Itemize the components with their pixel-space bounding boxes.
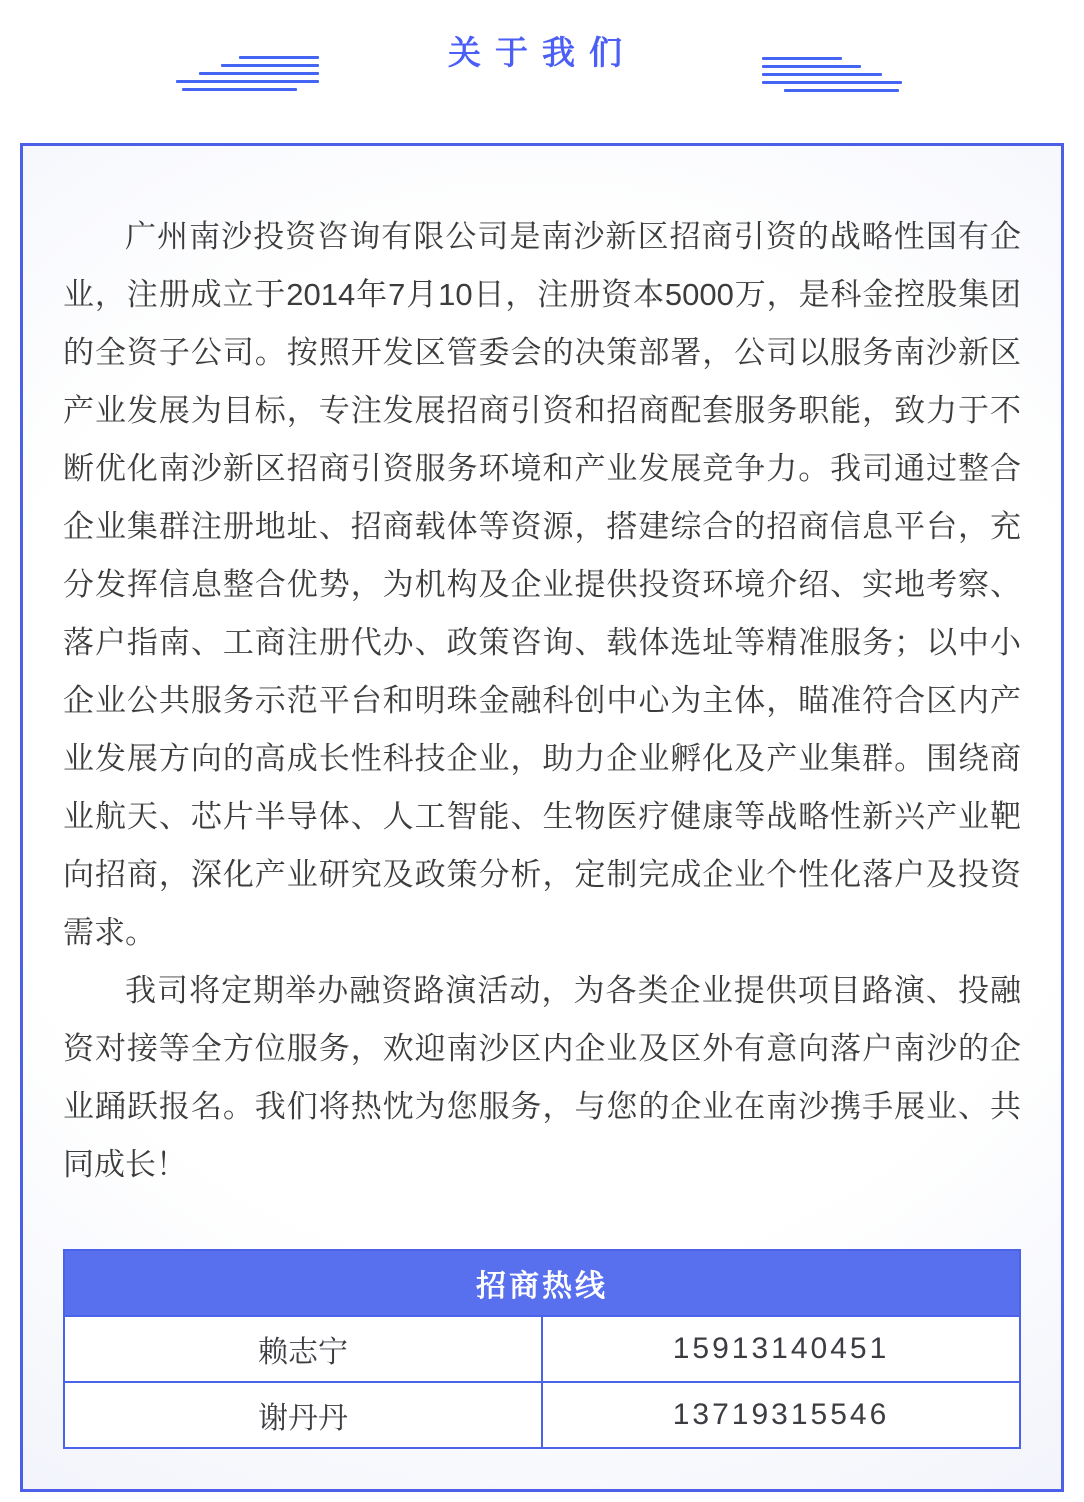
contact-name-cell: 谢丹丹	[64, 1382, 542, 1448]
contact-name-cell: 赖志宁	[64, 1316, 542, 1382]
contact-phone-cell: 15913140451	[542, 1316, 1020, 1382]
table-row	[64, 1316, 1020, 1382]
hotline-table-title: 招商热线	[64, 1250, 1020, 1316]
about-paragraph-1: 广州南沙投资咨询有限公司是南沙新区招商引资的战略性国有企业，注册成立于2014年7月10日，注册资本5000万，是科金控股集团的全资子公司。按照开发区管委会的决策部署，公司以服务南沙新区产业发展为目标，专注发展招商引资和招商配套服务职能，致力于不断优化南沙新区招商引资服务环境和产业发展竞争力。我司通过整合企业集群注册地址、招商载体等资源，搭建综合的招商信息平台，充分发挥信息整合优势，为机构及企业提供投资环境介绍、实地考察、落户指南、工商注册代办、政策咨询、载体选址等精准服务；以中小企业公共服务示范平台和明珠金融科创中心为主体，瞄准符合区内产业发展方向的高成长性科技企业，助力企业孵化及产业集群。围绕商业航天、芯片半导体、人工智能、生物医疗健康等战略性新兴产业靶向招商，深化产业研究及政策分析，定制完成企业个性化落户及投资需求。	[63, 219, 1021, 950]
hotline-table-header-row	[64, 1250, 1020, 1316]
title-decoration-right-lines-icon	[762, 57, 902, 92]
about-paragraph-2: 我司将定期举办融资路演活动，为各类企业提供项目路演、投融资对接等全方位服务，欢迎南沙区内企业及区外有意向落户南沙的企业踊跃报名。我们将热忱为您服务，与您的企业在南沙携手展业、共同成长！	[63, 973, 1021, 1182]
about-text-block	[63, 208, 1021, 1194]
table-row	[64, 1382, 1020, 1448]
contact-phone-cell: 13719315546	[542, 1382, 1020, 1448]
hotline-table	[63, 1249, 1021, 1449]
page-header	[0, 0, 1084, 143]
page-title: 关于我们	[448, 34, 636, 71]
about-content-card	[20, 143, 1064, 1492]
title-decoration-left-lines-icon	[176, 56, 319, 91]
